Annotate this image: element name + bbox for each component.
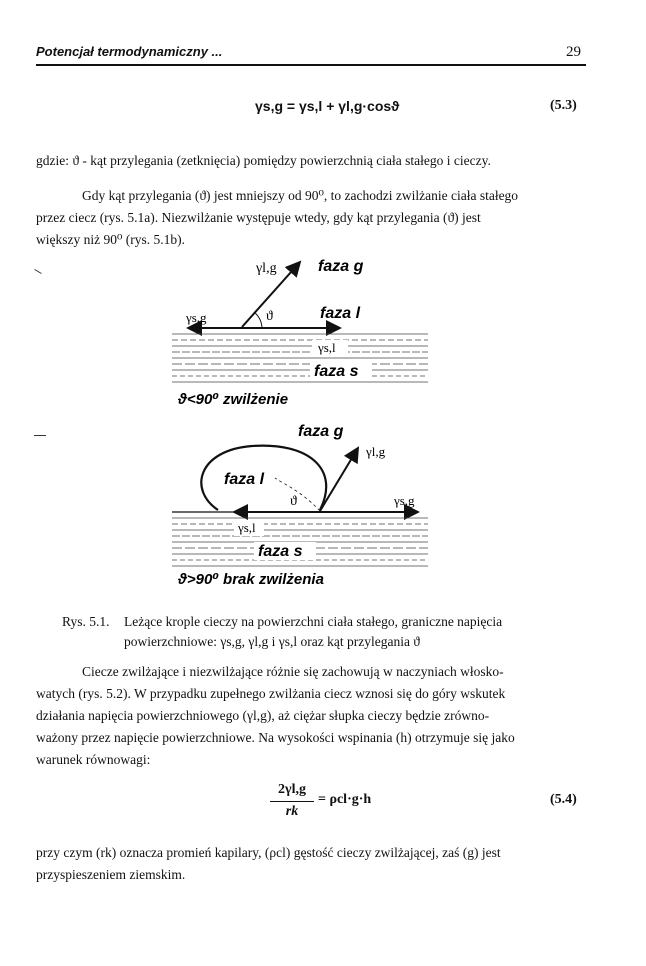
label-faza-l: faza l	[320, 305, 361, 322]
non-wetting-diagram	[172, 423, 428, 588]
label-gamma-sg: γs,g	[394, 493, 415, 508]
figure-caption-label: Rys. 5.1.	[62, 614, 110, 629]
label-gamma-lg: γl,g	[366, 444, 386, 459]
paragraph-line: działania napięcia powierzchniowego (γl,g), aż ciężar słupka cieczy będzie zrówno-	[36, 708, 490, 723]
label-theta: ϑ	[266, 309, 273, 324]
paragraph-definitions	[36, 842, 586, 886]
label-faza-s: faza s	[314, 363, 359, 380]
paragraph-line: przyspieszeniem ziemskim.	[36, 867, 186, 882]
theta-definition: gdzie: ϑ - kąt przylegania (zetknięcia) pomiędzy powierzchnią ciała stałego i cieczy.	[36, 153, 491, 168]
figure-caption-line: Leżące krople cieczy na powierzchni ciała stałego, graniczne napięcia	[124, 614, 503, 629]
label-gamma-sl: γs,l	[318, 340, 336, 355]
label-gamma-sl: γs,l	[238, 520, 256, 535]
paragraph-line: większy niż 90⁰ (rys. 5.1b).	[36, 232, 186, 247]
figure-caption-line: powierzchniowe: γs,g, γl,g i γs,l oraz kąt przylegania ϑ	[124, 634, 420, 649]
running-header-title: Potencjał termodynamiczny ...	[36, 44, 223, 59]
theta-arc	[254, 312, 262, 328]
paragraph-capillary	[36, 661, 586, 771]
margin-mark	[34, 435, 46, 436]
paragraph-line: przez ciecz (rys. 5.1a). Niezwilżanie występuje wtedy, gdy kąt przylegania (ϑ) jest	[36, 210, 481, 225]
label-faza-g: faza g	[318, 258, 364, 275]
paragraph-line: warunek równowagi:	[36, 752, 151, 767]
theta-dashed-guide	[275, 478, 320, 511]
paragraph-wetting	[36, 185, 586, 251]
paragraph-line: Gdy kąt przylegania (ϑ) jest mniejszy od 90⁰, to zachodzi zwilżanie ciała stałego	[82, 188, 519, 203]
caption-wetting: ϑ<90⁰ zwilżenie	[178, 391, 289, 408]
label-gamma-sg: γs,g	[186, 310, 207, 325]
equation-5-3: γs,g = γs,l + γl,g·cosϑ	[255, 98, 400, 114]
paragraph-line: watych (rys. 5.2). W przypadku zupełnego zwilżania ciecz wznosi się do góry wskutek	[36, 686, 506, 701]
label-faza-l: faza l	[224, 471, 265, 488]
header-rule	[36, 64, 586, 66]
figure-contact-angle	[0, 250, 646, 600]
label-gamma-lg: γl,g	[256, 261, 277, 276]
equation-5-4-number: (5.4)	[550, 792, 577, 807]
paragraph-line: przy czym (rk) oznacza promień kapilary, (ρcl) gęstość cieczy zwilżającej, zaś (g) jest	[36, 845, 501, 860]
equation-5-3-number: (5.3)	[550, 98, 577, 113]
caption-non-wetting: ϑ>90⁰ brak zwilżenia	[178, 571, 324, 588]
label-theta: ϑ	[290, 494, 297, 509]
label-faza-g: faza g	[298, 423, 344, 440]
equation-5-4-denominator: rk	[285, 804, 299, 819]
paragraph-line: Ciecze zwilżające i niezwilżające różnie się zachowują w naczyniach włosko-	[82, 664, 504, 679]
equation-5-4-fraction-bar	[270, 801, 314, 802]
page-number: 29	[566, 44, 581, 60]
equation-5-4-rhs: = ρcl·g·h	[318, 792, 372, 807]
equation-5-4-numerator: 2γl,g	[278, 782, 306, 797]
solid-phase-hatch	[172, 334, 428, 382]
paragraph-line: ważony przez napięcie powierzchniowe. Na wysokości wspinania (h) otrzymuje się jako	[36, 730, 515, 745]
wetting-diagram	[172, 258, 428, 408]
label-faza-s: faza s	[258, 543, 303, 560]
